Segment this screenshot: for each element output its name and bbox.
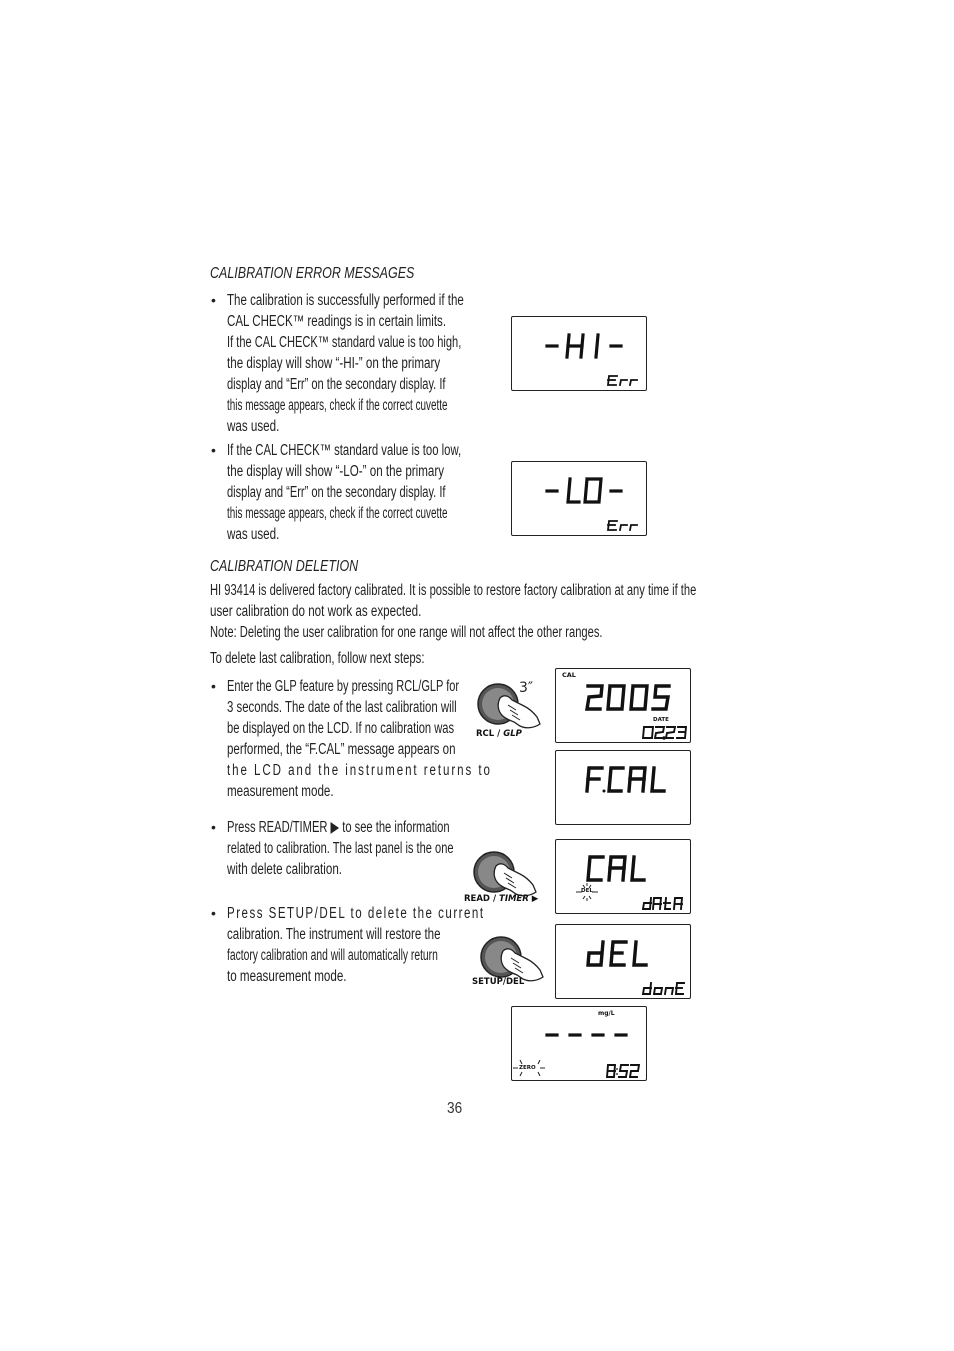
read-label-tail: ▶ [528,894,539,904]
lcd-measure [511,1006,647,1081]
lcd-fcal-digits [556,751,690,824]
bullet-dot: • [211,442,216,458]
text-line: CAL CHECK™ readings is in certain limits. [227,313,447,330]
bullet-dot: • [211,678,216,694]
rcl-glp-button[interactable] [474,680,544,730]
intro-line-1-rest: is delivered factory calibrated. It is possible to restore factory calibration at any time if the [255,582,697,599]
text-line: calibration. The instrument will restore the [227,926,441,943]
lcd-fcal [555,750,691,825]
page-number [447,1100,465,1118]
text-line: the LCD and the instrument returns to [227,762,492,779]
text-line: the display will show “-LO-” on the primary [227,463,445,480]
bullet-dot: • [211,819,216,835]
setup-del-label: SETUP/DEL [472,977,525,987]
page-number-text: 36 [447,1100,463,1117]
bullet-dot: • [211,905,216,921]
lcd-cal-tag: CAL [562,671,576,679]
blink-icon [513,1060,545,1076]
lcd-lo-error [511,461,647,536]
text-line: Press SETUP/DEL to delete the current [227,905,485,922]
text-line: was used. [227,418,280,435]
text-line: measurement mode. [227,783,334,800]
read-timer-label [464,894,538,904]
note-line [210,622,603,643]
lcd-del-tag: DEL [581,888,593,894]
lcd-unit-tag: mg/L [598,1010,615,1017]
note-text: Deleting the user calibration for one range will not affect the other ranges. [236,624,603,641]
read-timer-button[interactable] [472,850,542,900]
text-line: If the CAL CHECK™ standard value is too high, [227,334,462,351]
rcl-glp-label [476,729,522,739]
lcd-del-done [555,924,691,999]
text-line: be displayed on the LCD. If no calibration was [227,720,455,737]
text-line: the display will show “-HI-” on the primary [227,355,441,372]
heading-cal-error-text: CALIBRATION ERROR MESSAGES [210,265,415,282]
text-line: If the CAL CHECK™ standard value is too low, [227,442,462,459]
intro-line-2: user calibration do not work as expected. [210,603,422,620]
lcd-hi-error [511,316,647,391]
lcd-measure-digits [512,1007,646,1080]
heading-cal-deletion [210,556,400,577]
hold-time-label: 3″ [519,680,534,696]
heading-cal-error [210,263,472,284]
lcd-date-tag: DATE [653,717,669,723]
text-line: this message appears, check if the correct cuvette [227,397,448,414]
rcl-label-main: RCL / [476,729,504,739]
lcd-cal-data [555,839,691,914]
hand-press-icon [474,680,544,730]
read-label-main: READ / [464,894,500,904]
text-line: this message appears, check if the correct cuvette [227,505,448,522]
text-line: related to calibration. The last panel is the one [227,840,454,857]
text-line: Enter the GLP feature by pressing RCL/GLP for [227,678,460,695]
text-line: display and “Err” on the secondary display. If [227,484,446,501]
read-label-italic: TIMER [499,894,529,904]
lcd-cal-date-digits [556,669,690,742]
blink-icon [576,883,598,901]
lcd-del-done-digits [556,925,690,998]
text-line: The calibration is successfully performed if the [227,292,464,309]
text-line: Press READ/TIMER ▶ to see the information [227,819,450,836]
hand-press-icon [472,850,542,900]
text-line: 3 seconds. The date of the last calibration will [227,699,457,716]
text-line: performed, the “F.CAL” message appears on [227,741,456,758]
intro-line-1 [210,580,696,601]
note-label: Note: [210,624,237,641]
model-name: HI 93414 [210,582,256,599]
lcd-cal-data-digits [556,840,690,913]
heading-cal-deletion-text: CALIBRATION DELETION [210,558,359,575]
lcd-cal-date [555,668,691,743]
lcd-hi-digits [512,317,646,390]
steps-intro: To delete last calibration, follow next steps: [210,650,425,667]
text-line: with delete calibration. [227,861,343,878]
text-line: to measurement mode. [227,968,347,985]
rcl-label-italic: GLP [503,729,522,739]
text-line: display and “Err” on the secondary display. If [227,376,446,393]
text-line: factory calibration and will automatically return [227,947,438,964]
text-line: was used. [227,526,280,543]
lcd-zero-tag: ZERO [519,1065,536,1071]
lcd-lo-digits [512,462,646,535]
bullet-dot: • [211,292,216,308]
